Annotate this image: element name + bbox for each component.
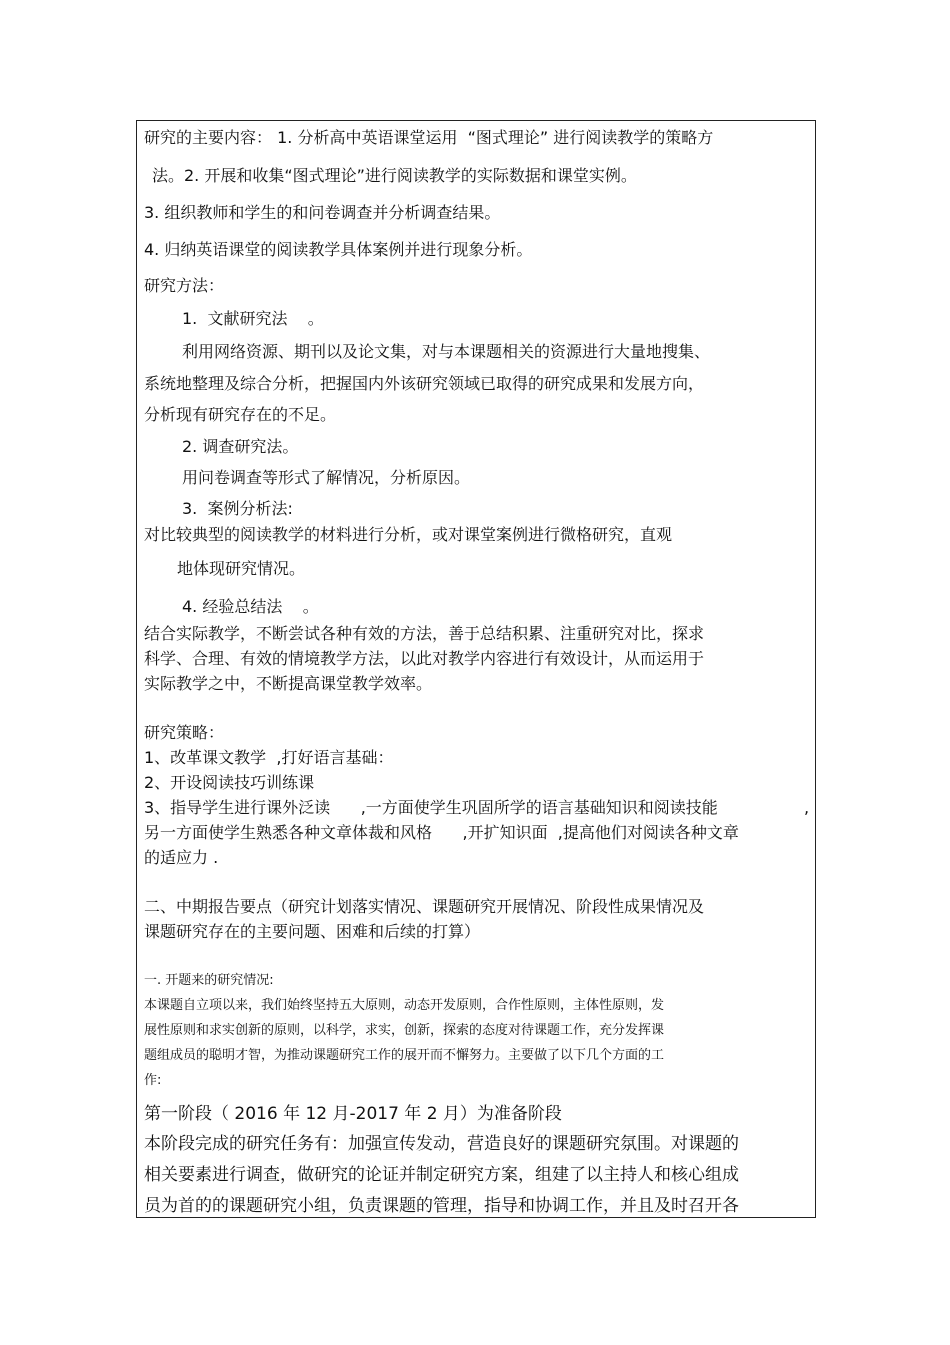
report-heading-line-2: 课题研究存在的主要问题、困难和后续的打算） [144, 922, 481, 941]
report-heading-line-1: 二、中期报告要点（研究计划落实情况、课题研究开展情况、阶段性成果情况及 [144, 897, 705, 916]
method-1-line-3: 分析现有研究存在的不足。 [144, 405, 337, 424]
strategy-heading: 研究策略： [144, 723, 225, 742]
method-4-line-3: 实际教学之中，不断提高课堂教学效率。 [144, 674, 433, 693]
strategy-2: 2、开设阅读技巧训练课 [144, 773, 315, 792]
strategy-3-line-3: 的适应力 . [144, 848, 219, 867]
method-3-line-2: 地体现研究情况。 [177, 559, 306, 578]
method-2-line-1: 用问卷调查等形式了解情况，分析原因。 [182, 468, 471, 487]
method-1-line-1: 利用网络资源、期刊以及论文集，对与本课题相关的资源进行大量地搜集、 [182, 342, 711, 361]
progress-line-3: 题组成员的聪明才智，为推动课题研究工作的展开而不懈努力。主要做了以下几个方面的工 [144, 1048, 665, 1063]
content-line-1: 研究的主要内容： 1. 分析高中英语课堂运用 “图式理论” 进行阅读教学的策略方 [144, 128, 714, 147]
method-1-line-2: 系统地整理及综合分析，把握国内外该研究领域已取得的研究成果和发展方向， [144, 374, 705, 393]
stage-1-line-2: 相关要素进行调查，做研究的论证并制定研究方案，组建了以主持人和核心组成 [144, 1165, 739, 1185]
content-line-3: 3. 组织教师和学生的和问卷调查并分析调查结果。 [144, 203, 501, 222]
progress-line-1: 本课题自立项以来，我们始终坚持五大原则，动态开发原则，合作性原则，主体性原则，发 [144, 998, 665, 1013]
methods-heading: 研究方法： [144, 276, 225, 295]
stage-1-line-1: 本阶段完成的研究任务有：加强宣传发动，营造良好的课题研究氛围。对课题的 [144, 1134, 739, 1154]
progress-line-2: 展性原则和求实创新的原则，以科学，求实，创新，探索的态度对待课题工作，充分发挥课 [144, 1023, 665, 1038]
method-2-title: 2. 调查研究法。 [182, 437, 299, 456]
content-line-4: 4. 归纳英语课堂的阅读教学具体案例并进行现象分析。 [144, 240, 533, 259]
strategy-3-line-1: 3、指导学生进行课外泛读 ,一方面使学生巩固所学的语言基础知识和阅读技能 [144, 798, 718, 817]
method-4-line-1: 结合实际教学，不断尝试各种有效的方法，善于总结积累、注重研究对比，探求 [144, 624, 705, 643]
stage-1-heading: 第一阶段（ 2016 年 12 月-2017 年 2 月）为准备阶段 [144, 1104, 562, 1124]
method-3-line-1: 对比较典型的阅读教学的材料进行分析，或对课堂案例进行微格研究，直观 [144, 525, 673, 544]
content-line-2: 法。2. 开展和收集“图式理论”进行阅读教学的实际数据和课堂实例。 [152, 166, 637, 185]
progress-heading: 一. 开题来的研究情况: [144, 973, 274, 988]
progress-line-4: 作: [144, 1073, 162, 1088]
method-4-title: 4. 经验总结法 。 [182, 597, 319, 616]
strategy-3-line-2: 另一方面使学生熟悉各种文章体裁和风格 ,开扩知识面 ,提高他们对阅读各种文章 [144, 823, 739, 842]
stage-1-line-3: 员为首的的课题研究小组，负责课题的管理，指导和协调工作，并且及时召开各 [144, 1196, 739, 1216]
strategy-3-trailing-comma: , [804, 798, 810, 817]
method-3-title: 3. 案例分析法: [182, 499, 293, 518]
method-4-line-2: 科学、合理、有效的情境教学方法，以此对教学内容进行有效设计，从而运用于 [144, 649, 705, 668]
strategy-1: 1、改革课文教学 ,打好语言基础： [144, 748, 394, 767]
method-1-title: 1. 文献研究法 。 [182, 309, 324, 328]
